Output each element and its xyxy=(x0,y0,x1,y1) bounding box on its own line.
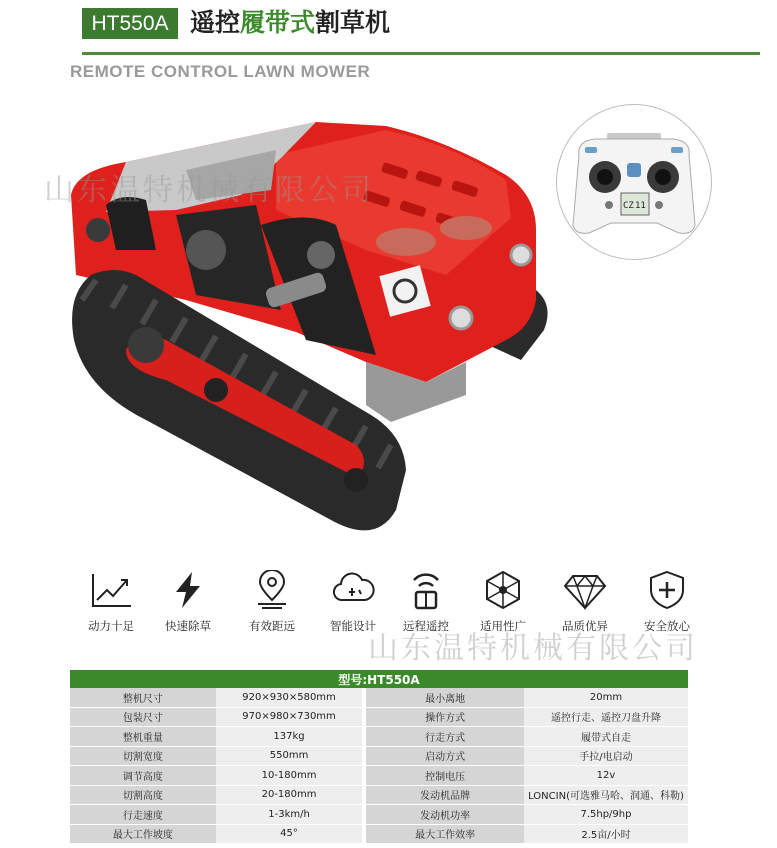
spec-key: 行走方式 xyxy=(364,727,524,747)
spec-key: 控制电压 xyxy=(364,766,524,786)
trend-chart-icon xyxy=(89,570,133,610)
spec-value: 7.5hp/9hp xyxy=(524,805,688,825)
spec-table-header: 型号:HT550A xyxy=(70,670,688,688)
feature-label: 品质优异 xyxy=(562,619,608,633)
title-part1: 遥控 xyxy=(190,8,241,37)
spec-value: 1-3km/h xyxy=(216,805,365,825)
spec-key: 最大工作效率 xyxy=(364,824,524,844)
header-divider xyxy=(82,52,760,55)
feature-fast-weeding xyxy=(148,570,228,634)
title-highlight: 履带式 xyxy=(240,8,316,37)
table-row xyxy=(70,688,688,707)
spec-key: 启动方式 xyxy=(364,746,524,766)
spec-value: 920×930×580mm xyxy=(216,688,365,707)
location-pin-icon xyxy=(250,570,294,610)
table-row xyxy=(70,824,688,844)
wireless-remote-icon xyxy=(404,570,448,610)
spec-key: 操作方式 xyxy=(364,707,524,727)
spec-value: 2.5亩/小时 xyxy=(524,824,688,844)
spec-table xyxy=(70,670,688,844)
spec-key: 发动机功率 xyxy=(364,805,524,825)
feature-label: 安全放心 xyxy=(644,619,690,633)
feature-label: 远程遥控 xyxy=(403,619,449,633)
remote-control-illustration xyxy=(557,105,711,259)
spec-key: 发动机品牌 xyxy=(364,785,524,805)
network-node-icon xyxy=(481,570,525,610)
table-row xyxy=(70,785,688,805)
feature-label: 有效距远 xyxy=(249,619,295,633)
watermark-bottom: 山东温特机械有限公司 xyxy=(368,631,698,666)
model-badge: HT550A xyxy=(82,8,178,39)
spec-value: 20mm xyxy=(524,688,688,707)
spec-value: 遥控行走、遥控刀盘升降 xyxy=(524,707,688,727)
spec-key: 切割宽度 xyxy=(70,746,216,766)
spec-key: 整机尺寸 xyxy=(70,688,216,707)
feature-label: 适用性广 xyxy=(480,619,526,633)
spec-value: 550mm xyxy=(216,746,365,766)
title-part2: 割草机 xyxy=(315,8,391,37)
remote-control-image xyxy=(556,104,712,260)
spec-key: 包装尺寸 xyxy=(70,707,216,727)
lightning-icon xyxy=(166,570,210,610)
spec-key: 最小离地 xyxy=(364,688,524,707)
spec-value: 20-180mm xyxy=(216,785,365,805)
table-row xyxy=(70,746,688,766)
table-row xyxy=(70,805,688,825)
watermark-top: 山东温特机械有限公司 xyxy=(44,173,374,208)
table-row xyxy=(70,707,688,727)
remote-screen-code: CZ xyxy=(623,201,634,211)
spec-key: 切割高度 xyxy=(70,785,216,805)
feature-label: 智能设计 xyxy=(330,619,376,633)
table-row xyxy=(70,727,688,747)
feature-label: 快速除草 xyxy=(165,619,211,633)
remote-screen-number: 11 xyxy=(635,201,646,211)
spec-value: 970×980×730mm xyxy=(216,707,365,727)
spec-key: 整机重量 xyxy=(70,727,216,747)
feature-range xyxy=(232,570,312,634)
spec-value: 手拉/电启动 xyxy=(524,746,688,766)
feature-label: 动力十足 xyxy=(88,619,134,633)
spec-value: LONCIN(可选雅马哈、润通、科勒) xyxy=(524,785,688,805)
shield-plus-icon xyxy=(645,570,689,610)
page-subtitle: REMOTE CONTROL LAWN MOWER xyxy=(70,62,371,81)
spec-value: 12v xyxy=(524,766,688,786)
page-title xyxy=(190,6,390,40)
spec-key: 调节高度 xyxy=(70,766,216,786)
feature-power xyxy=(71,570,151,634)
diamond-icon xyxy=(563,570,607,610)
spec-value: 137kg xyxy=(216,727,365,747)
spec-key: 行走速度 xyxy=(70,805,216,825)
cloud-brain-icon xyxy=(331,570,375,610)
spec-key: 最大工作坡度 xyxy=(70,824,216,844)
spec-value: 45° xyxy=(216,824,365,844)
table-row xyxy=(70,766,688,786)
spec-value: 10-180mm xyxy=(216,766,365,786)
spec-value: 履带式自走 xyxy=(524,727,688,747)
